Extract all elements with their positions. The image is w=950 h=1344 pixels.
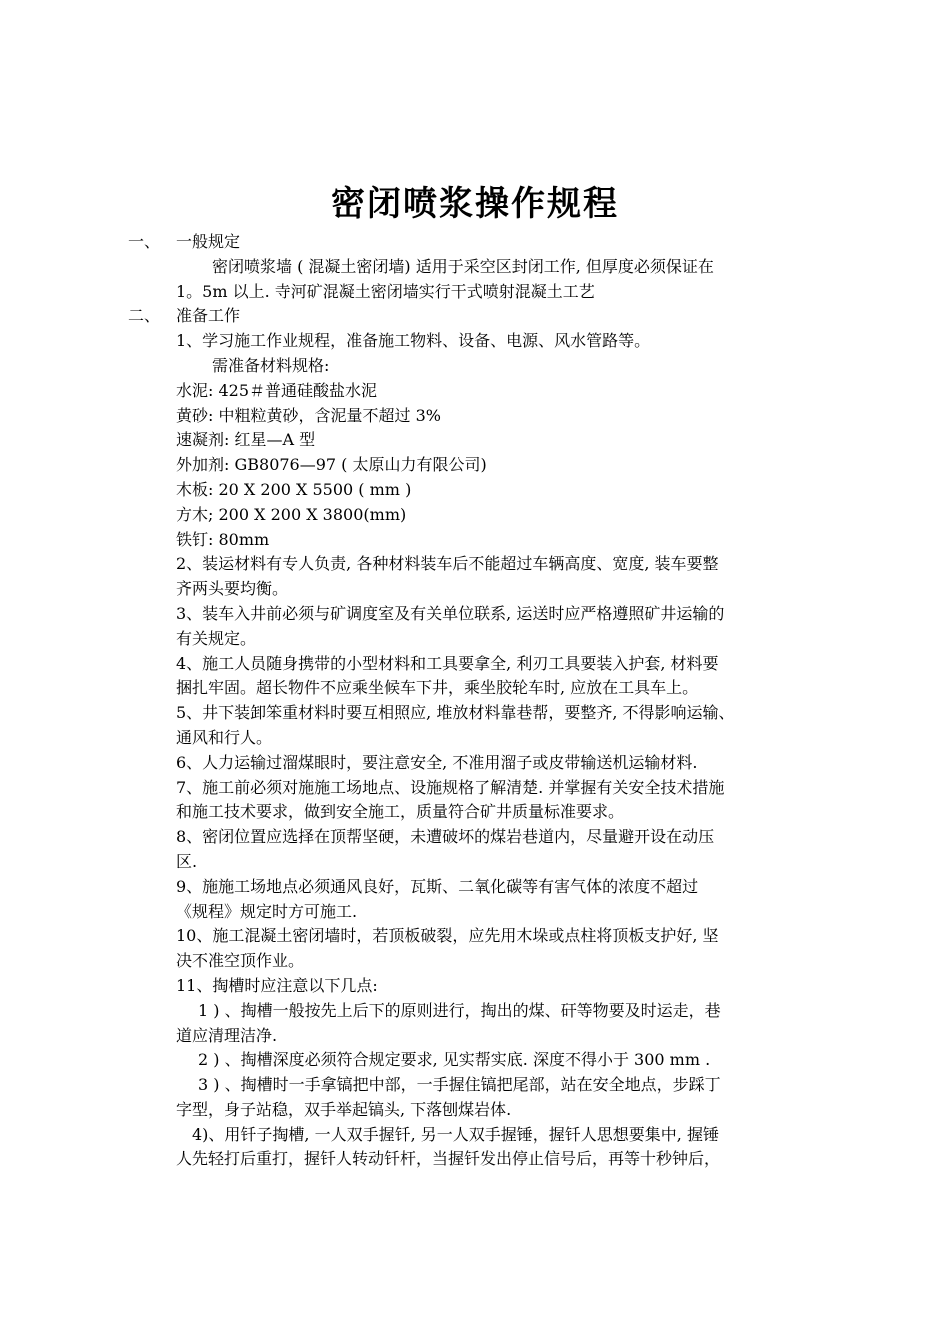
paragraph-line: 密闭喷浆墙 ( 混凝土密闭墙) 适用于采空区封闭工作, 但厚度必须保证在 bbox=[212, 256, 714, 276]
paragraph-line: 字型，身子站稳，双手举起镐头, 下落刨煤岩体. bbox=[176, 1099, 512, 1119]
material-spec: 外加剂: GB8076—97 ( 太原山力有限公司) bbox=[176, 455, 487, 475]
paragraph-line: 有关规定。 bbox=[176, 628, 257, 648]
list-item: 8、密闭位置应选择在顶帮坚硬，未遭破坏的煤岩巷道内，尽量避开设在动压 bbox=[176, 827, 715, 847]
paragraph-line: 1。5m 以上. 寺河矿混凝土密闭墙实行干式喷射混凝土工艺 bbox=[176, 281, 595, 301]
section-number: 二、 bbox=[128, 306, 161, 326]
paragraph-line: 道应清理洁净. bbox=[176, 1025, 278, 1045]
paragraph-line: 人先轻打后重打，握钎人转动钎杆，当握钎发出停止信号后，再等十秒钟后， bbox=[176, 1149, 721, 1169]
paragraph-line: 决不准空顶作业。 bbox=[176, 951, 305, 971]
material-spec: 速凝剂: 红星—A 型 bbox=[176, 430, 316, 450]
section-number: 一、 bbox=[128, 232, 161, 251]
paragraph-line: 区. bbox=[176, 851, 198, 871]
paragraph-line: 《规程》规定时方可施工. bbox=[176, 901, 358, 921]
paragraph-line: 需准备材料规格: bbox=[212, 355, 330, 375]
list-item: 6、人力运输过溜煤眼时，要注意安全, 不准用溜子或皮带输送机运输材料. bbox=[176, 752, 698, 772]
list-item: 3、装车入井前必须与矿调度室及有关单位联系, 运送时应严格遵照矿井运输的 bbox=[176, 603, 725, 623]
sub-list-item: 1 ) 、掏槽一般按先上后下的原则进行，掏出的煤、矸等物要及时运走，巷 bbox=[198, 1000, 721, 1020]
list-item: 1、学习施工作业规程，准备施工物料、设备、电源、风水管路等。 bbox=[176, 331, 651, 351]
document-title: 密闭喷浆操作规程 bbox=[331, 184, 619, 224]
list-item: 10、施工混凝土密闭墙时，若顶板破裂，应先用木垛或点柱将顶板支护好, 坚 bbox=[176, 926, 719, 946]
paragraph-line: 齐两头要均衡。 bbox=[176, 579, 289, 599]
section-heading bbox=[0, 304, 950, 329]
material-spec: 方木; 200 X 200 X 3800(mm) bbox=[176, 504, 407, 524]
list-item: 9、施施工场地点必须通风良好，瓦斯、二氧化碳等有害气体的浓度不超过 bbox=[176, 876, 699, 896]
list-item: 5、井下装卸笨重材料时要互相照应, 堆放材料靠巷帮，要整齐, 不得影响运输、 bbox=[176, 703, 735, 723]
sub-list-item: 3 ) 、掏槽时一手拿镐把中部，一手握住镐把尾部，站在安全地点，步踩丁 bbox=[198, 1075, 721, 1095]
document-body bbox=[0, 230, 950, 1172]
paragraph-line: 捆扎牢固。超长物件不应乘坐候车下井，乘坐胶轮车时, 应放在工具车上。 bbox=[176, 678, 699, 698]
material-spec: 黄砂: 中粗粒黄砂，含泥量不超过 3% bbox=[176, 405, 441, 425]
list-item: 4、施工人员随身携带的小型材料和工具要拿全, 利刃工具要装入护套, 材料要 bbox=[176, 653, 719, 673]
section-title: 一般规定 bbox=[176, 232, 241, 251]
material-spec: 木板: 20 X 200 X 5500 ( mm ) bbox=[176, 479, 412, 499]
paragraph-line: 和施工技术要求，做到安全施工，质量符合矿井质量标准要求。 bbox=[176, 802, 625, 822]
list-item: 7、施工前必须对施施工场地点、设施规格了解清楚. 并掌握有关安全技术措施 bbox=[176, 777, 725, 797]
section-heading bbox=[0, 230, 950, 255]
sub-list-item: 2 ) 、掏槽深度必须符合规定要求, 见实帮实底. 深度不得小于 300 mm . bbox=[198, 1050, 711, 1070]
material-spec: 铁钉: 80mm bbox=[176, 529, 270, 549]
material-spec: 水泥: 425＃普通硅酸盐水泥 bbox=[176, 380, 378, 400]
paragraph-line: 通风和行人。 bbox=[176, 727, 273, 747]
sub-list-item: 4)、用钎子掏槽, 一人双手握钎, 另一人双手握锤，握钎人思想要集中, 握锤 bbox=[192, 1124, 719, 1144]
list-item: 2、装运材料有专人负责, 各种材料装车后不能超过车辆高度、宽度, 装车要整 bbox=[176, 554, 719, 574]
section-title: 准备工作 bbox=[176, 306, 241, 326]
list-item: 11、掏槽时应注意以下几点: bbox=[176, 975, 378, 995]
